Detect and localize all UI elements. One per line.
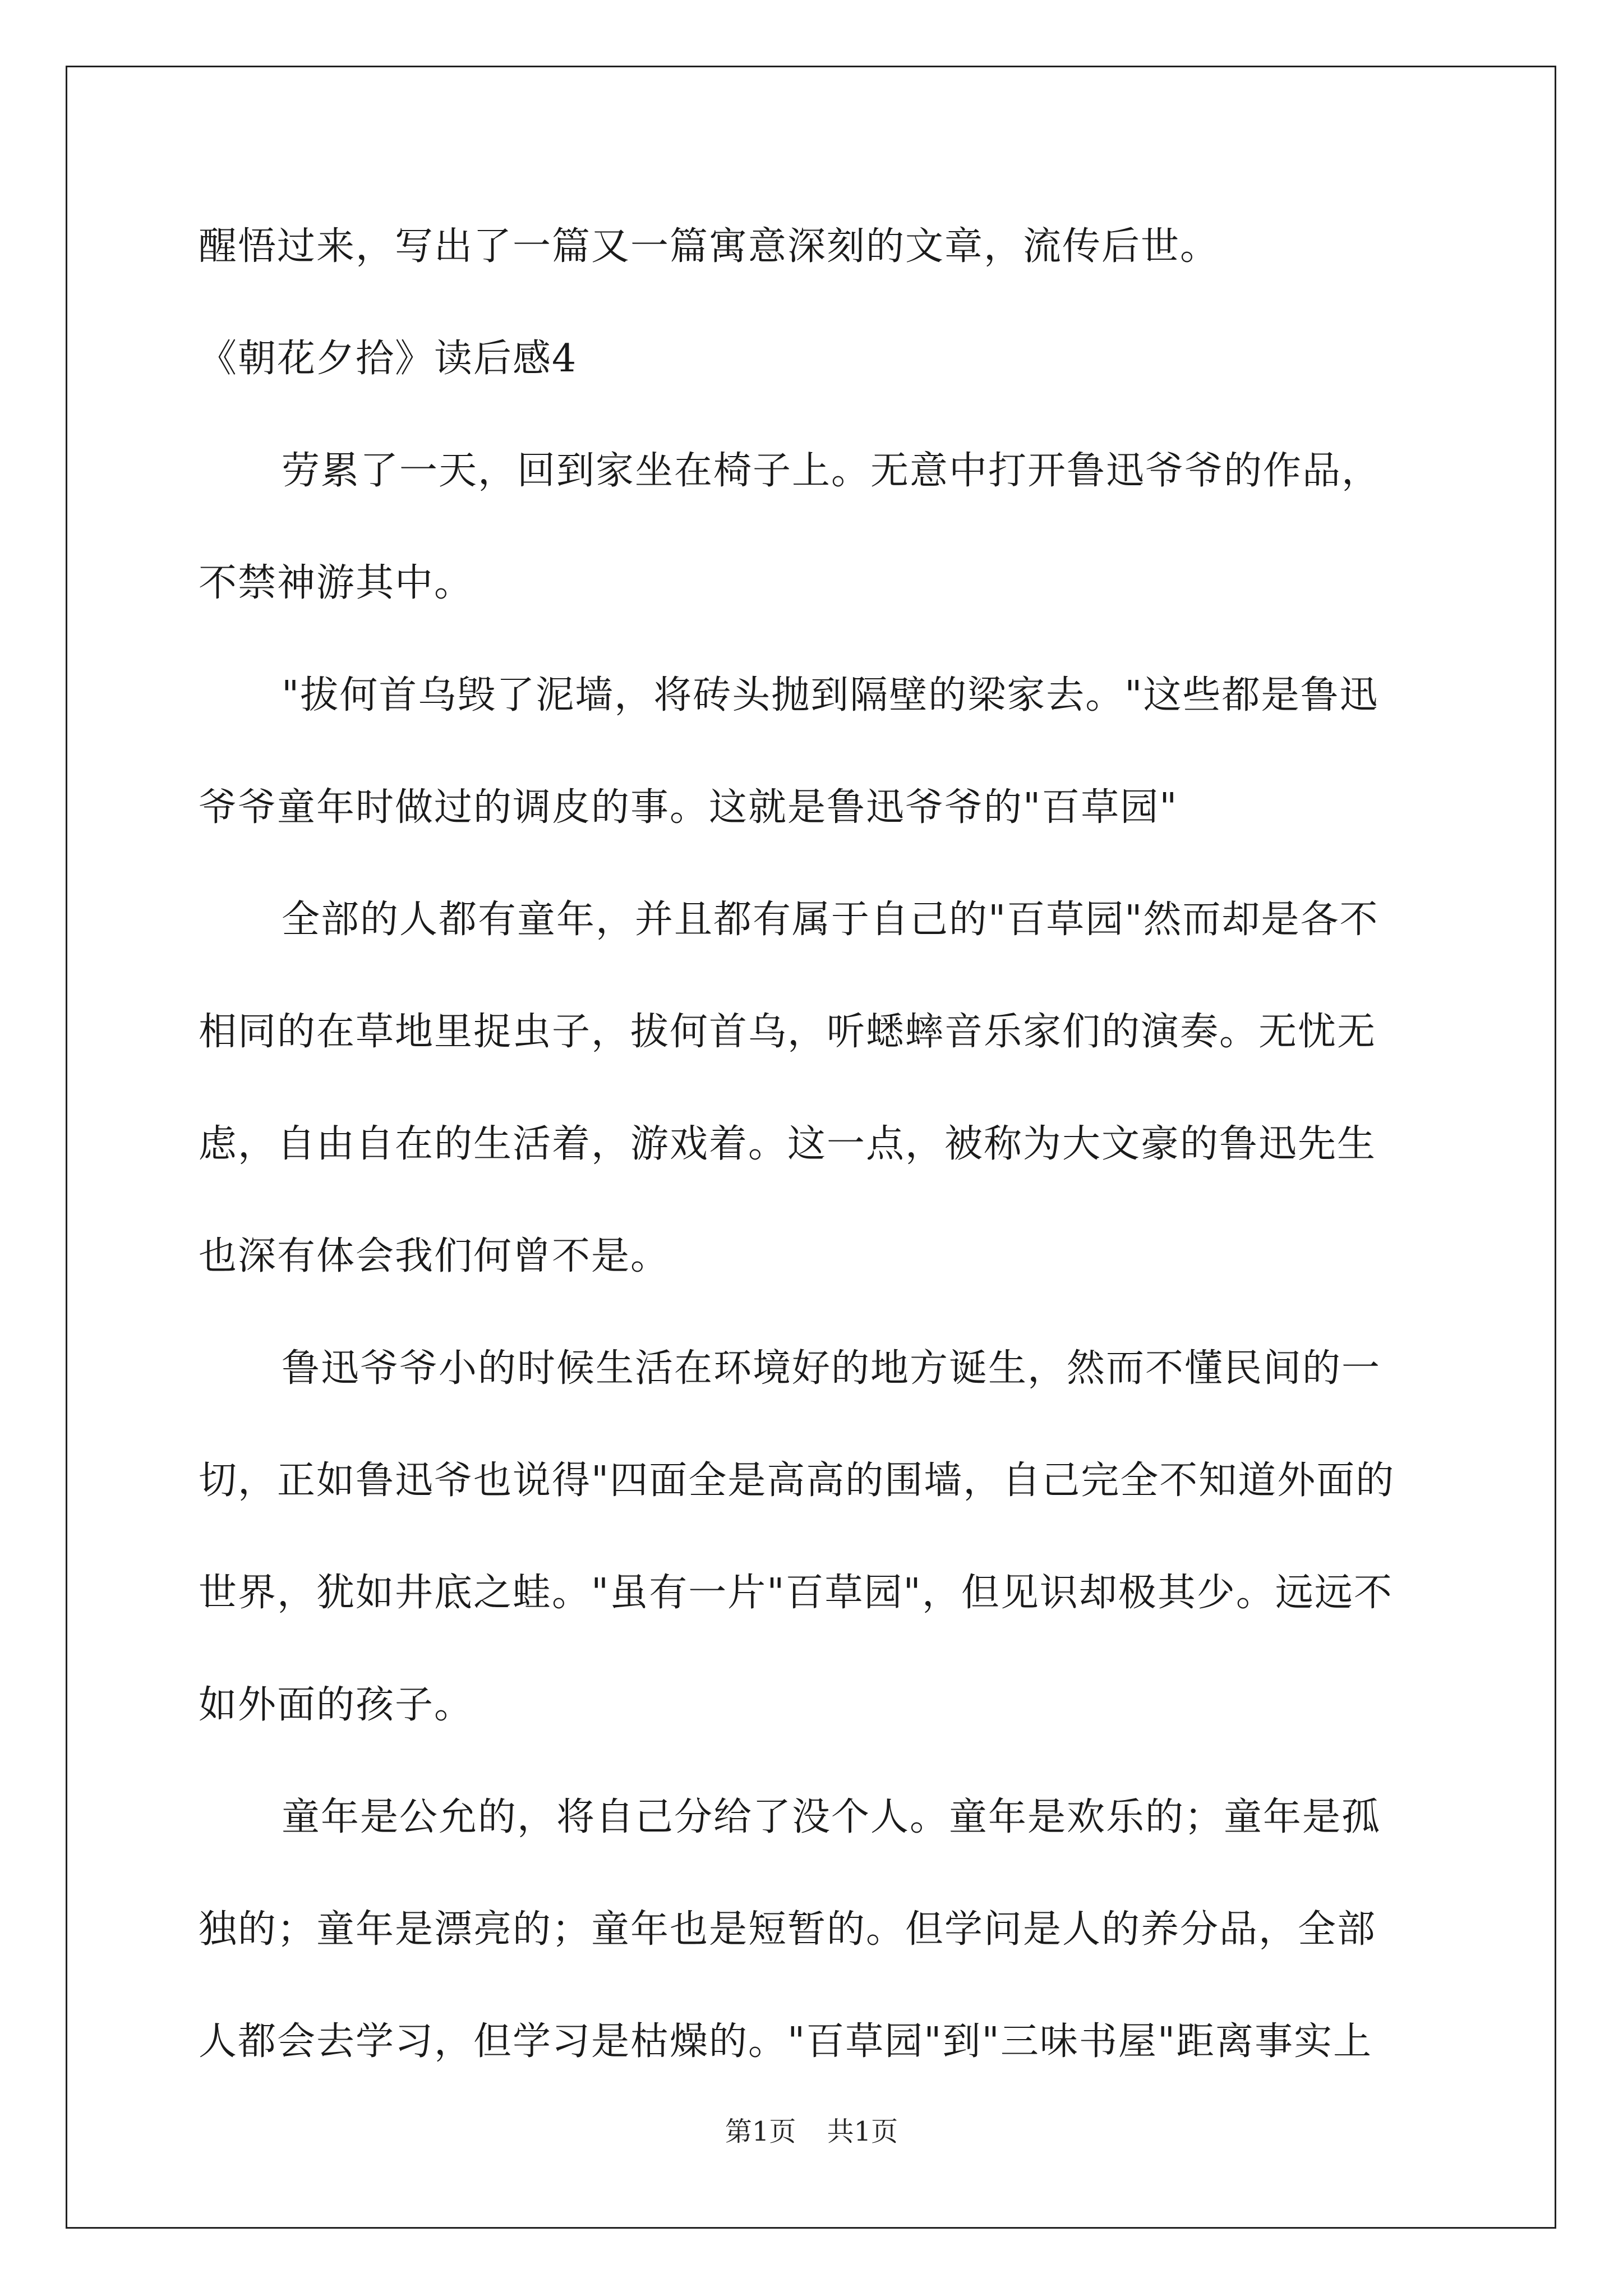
text-line-3: 劳累了一天，回到家坐在椅子上。无意中打开鲁迅爷爷的作品， xyxy=(282,449,1381,493)
text-line-10: 也深有体会我们何曾不是。 xyxy=(199,1234,670,1278)
text-line-13: 世界，犹如井底之蛙。"虽有一片"百草园"，但见识却极其少。远远不 xyxy=(199,1571,1393,1615)
page-footer xyxy=(0,2115,1623,2148)
page-total: 共1页 xyxy=(827,2116,898,2147)
text-line-7: 全部的人都有童年，并且都有属于自己的"百草园"然而却是各不 xyxy=(282,898,1379,942)
text-line-15: 童年是公允的，将自己分给了没个人。童年是欢乐的；童年是孤 xyxy=(282,1795,1381,1839)
text-line-9: 虑，自由自在的生活着，游戏着。这一点，被称为大文豪的鲁迅先生 xyxy=(199,1122,1377,1166)
text-line-8: 相同的在草地里捉虫子，拔何首乌，听蟋蟀音乐家们的演奏。无忧无 xyxy=(199,1010,1377,1054)
text-line-5: "拔何首乌毁了泥墙，将砖头抛到隔壁的梁家去。"这些都是鲁迅 xyxy=(282,673,1379,717)
text-line-11: 鲁迅爷爷小的时候生活在环境好的地方诞生，然而不懂民间的一 xyxy=(282,1346,1381,1391)
text-line-4: 不禁神游其中。 xyxy=(199,561,474,605)
text-line-14: 如外面的孩子。 xyxy=(199,1683,474,1727)
page-number: 第1页 xyxy=(725,2116,796,2147)
text-line-17: 人都会去学习，但学习是枯燥的。"百草园"到"三味书屋"距离事实上 xyxy=(199,2019,1373,2064)
text-line-12: 切，正如鲁迅爷也说得"四面全是高高的围墙，自己完全不知道外面的 xyxy=(199,1458,1395,1503)
text-line-6: 爷爷童年时做过的调皮的事。这就是鲁迅爷爷的"百草园" xyxy=(199,785,1178,830)
text-line-1: 醒悟过来，写出了一篇又一篇寓意深刻的文章，流传后世。 xyxy=(199,224,1220,269)
section-title: 《朝花夕拾》读后感4 xyxy=(199,337,578,381)
document-body xyxy=(199,219,1432,2126)
text-line-16: 独的；童年是漂亮的；童年也是短暂的。但学问是人的养分品，全部 xyxy=(199,1907,1377,1952)
